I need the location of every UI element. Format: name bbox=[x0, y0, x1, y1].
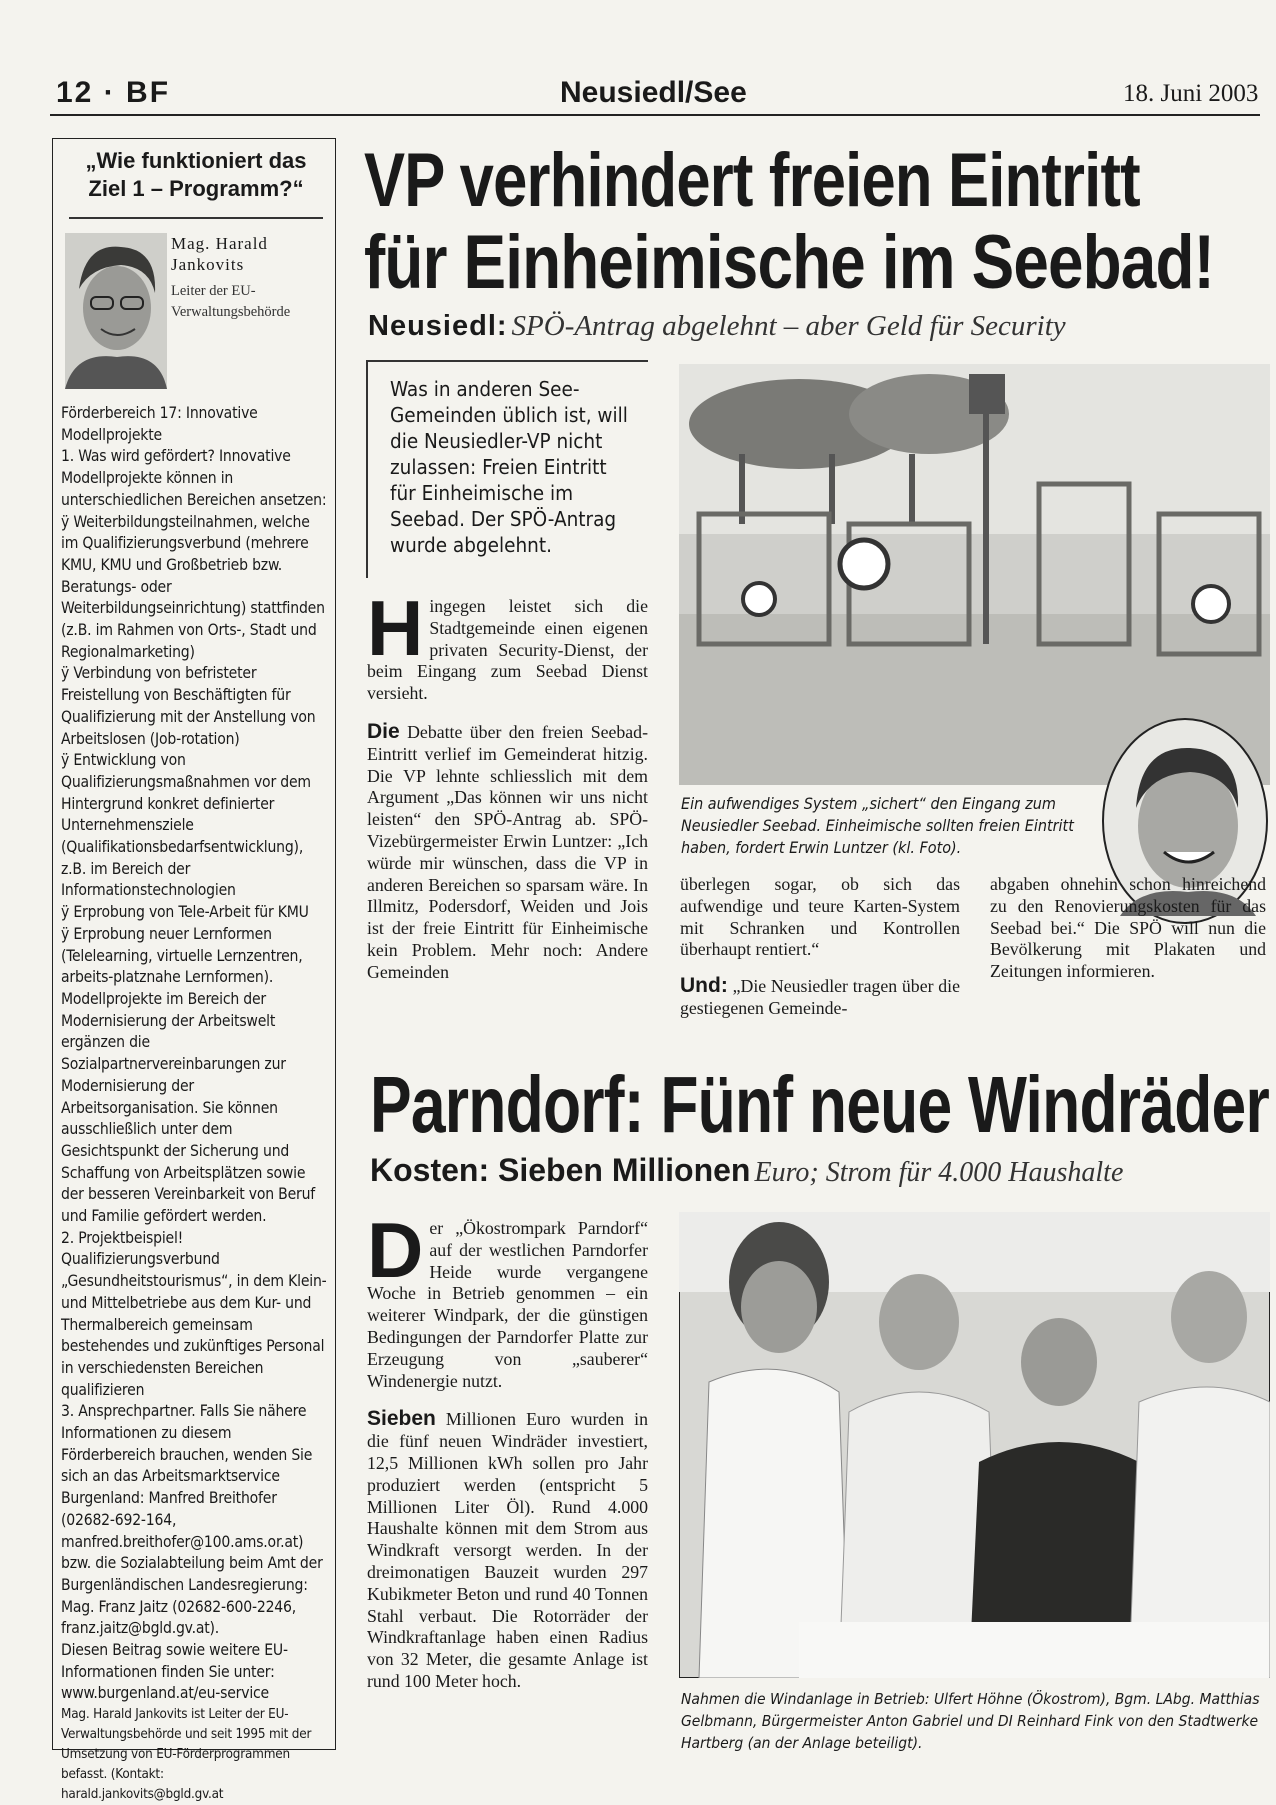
header-rule bbox=[50, 114, 1260, 116]
issue-date: 18. Juni 2003 bbox=[1123, 80, 1259, 107]
article1-sub-text: SPÖ-Antrag abgelehnt – aber Geld für Security bbox=[511, 310, 1066, 342]
article1-keyword: Die bbox=[367, 719, 400, 743]
sidebar-box bbox=[52, 138, 336, 1803]
article2-headline: Parndorf: Fünf neue Windräder bbox=[370, 1060, 1269, 1149]
article1-lead: Was in anderen See-Gemeinden üblich ist, will die Neusiedler-VP nicht zulassen: Freien Eintritt für Einheimische im Seebad. Der SPÖ-Antrag wurde abgelehnt. bbox=[390, 377, 628, 557]
sidebar-paragraph: ÿ Entwicklung von Qualifizierungsmaßnahmen vor dem Hintergrund konkret definierter Unternehmensziele (Qualifikationsbedarfsentwicklung), z.B. im Bereich der Informationstechnologien bbox=[61, 751, 311, 900]
lead-box-border-left bbox=[366, 360, 368, 578]
sidebar-paragraph: 2. Projektbeispiel! Qualifizierungsverbund „Gesundheitstourismus“, in dem Klein- und Mittelbetriebe aus dem Kur- und Thermalbereich gemeinsam bestehendes und zukünftiges Personal in verschiedensten Bereichen qualifizieren bbox=[61, 1228, 327, 1399]
article2-col1: Der „Ökostrompark Parndorf“ auf der westlichen Parndorfer Heide wurde vergangene Woche in Betrieb genommen – ein weiterer Windpark, der die günstigen Bedingungen der Parndorfer Platte zur Erzeugung von „sauberer“ Windenergie nutzt. Sieben Millionen Euro wurden in die fünf neuen Windräder investiert, 12,5 Millionen kWh sollen pro Jahr produziert werden (entspricht 5 Millionen Liter Öl). Rund 4.000 Haushalte können mit dem Strom aus Windkraft versorgt werden. In der dreimonatigen Bauzeit wurden 297 Kubikmeter Beton und rund 40 Tonnen Stahl verbaut. Die Rotorräder der Windkraftanlage haben einen Radius von 32 Meter, die gesamte Anlage ist rund 100 Meter hoch. bbox=[367, 1206, 648, 1691]
article2-subheadline bbox=[370, 1152, 1123, 1189]
article2-photo-caption: Nahmen die Windanlage in Betrieb: Ulfert Höhne (Ökostrom), Bgm. LAbg. Matthias Gelbmann, Bürgermeister Anton Gabriel und DI Reinhard Fink von den Stadtwerke Hartberg (an der Anlage beteiligt). bbox=[681, 1690, 1260, 1752]
sidebar-paragraph: 1. Was wird gefördert? Innovative Modellprojekte können in unterschiedlichen Bereichen ansetzen: bbox=[61, 447, 327, 509]
article1-col1: Hingegen leistet sich die Stadtgemeinde einen eigenen privaten Security-Dienst, der beim Eingang zum Seebad Dienst versieht. Die Debatte über den freien Seebad-Eintritt verlief im Gemeinderat hitzig. Die VP lehnte schliesslich mit dem Argument „Das können wir uns nicht leisten“ den SPÖ-Antrag ab. SPÖ-Vizebürgermeister Erwin Luntzer: „Ich würde mir wünschen, dass die VP in anderen Bereichen so sparsam wäre. In Illmitz, Podersdorf, Weiden und Jois ist der freie Eintritt für Einheimische kein Problem. Mehr noch: Andere Gemeinden bbox=[367, 584, 648, 982]
article1-col3: abgaben ohnehin schon hinreichend zu den Renovierungskosten für das Seebad bei.“ Die SPÖ will nun die Bevölkerung mit Plakaten und Zeitungen informieren. bbox=[990, 874, 1266, 982]
sidebar-footnote: Mag. Harald Jankovits ist Leiter der EU-Verwaltungsbehörde und seit 1995 mit der Umsetzung von EU-Förderprogrammen befasst. (Kontakt: harald.jankovits@bgld.gv.at bbox=[61, 1707, 312, 1803]
sidebar-body bbox=[61, 403, 329, 1805]
article2-dropcap: D bbox=[367, 1206, 424, 1294]
sidebar-paragraph: Modellprojekte im Bereich der Modernisierung der Arbeitswelt ergänzen die Sozialpartnervereinbarungen zur Modernisierung der Arbeitsorganisation. Sie können ausschließlich unter dem Gesichtspunkt der Sicherung und Schaffung von Arbeitsplätzen sowie der besseren Vereinbarkeit von Beruf und Familie gefördert werden. bbox=[61, 989, 316, 1226]
section-title: Neusiedl/See bbox=[560, 76, 747, 109]
sidebar-paragraph: ÿ Verbindung von befristeter Freistellung von Beschäftigten für Qualifizierung mit der Anstellung von Arbeitslosen (Job-rotation) bbox=[61, 664, 316, 748]
article1-subheadline bbox=[368, 310, 1066, 343]
sidebar-title-rule bbox=[69, 217, 323, 219]
author-photo bbox=[65, 233, 167, 389]
article1-photo-caption: Ein aufwendiges System „sichert“ den Eingang zum Neusiedler Seebad. Einheimische sollten freien Eintritt haben, fordert Erwin Luntzer (kl. Foto). bbox=[681, 794, 1074, 857]
sidebar-paragraph: 3. Ansprechpartner. Falls Sie nähere Informationen zu diesem Förderbereich brauchen, wenden Sie sich an das Arbeitsmarktservice Burgenland: Manfred Breithofer (02682-692-164, manfred.breithofer@100.ams.or.at) bzw. die Sozialabteilung beim Amt der Burgenländischen Landesregierung: Mag. Franz Jaitz (02682-600-2246, franz.jaitz@bgld.gv.at). bbox=[61, 1402, 323, 1638]
article1-headline-1: VP verhindert freien Eintritt bbox=[364, 138, 1140, 223]
sidebar-paragraph: Förderbereich 17: Innovative Modellprojekte bbox=[61, 404, 258, 444]
article1-col2: überlegen sogar, ob sich das aufwendige und teure Karten-System mit Schranken und Kontrollen überhaupt rentiert.“ Und: „Die Neusiedler tragen über die gestiegenen Gemeinde- bbox=[680, 874, 960, 1018]
windpark-group-photo bbox=[679, 1212, 1270, 1678]
lead-box-border bbox=[366, 360, 648, 362]
author-name: Mag. Harald Jankovits bbox=[171, 234, 268, 274]
article2-keyword: Sieben bbox=[367, 1407, 436, 1431]
article2-sub-kicker: Kosten: Sieben Millionen bbox=[370, 1152, 751, 1188]
author-role: Leiter der EU- Verwaltungsbehörde bbox=[171, 283, 291, 320]
article1-keyword-2: Und: bbox=[680, 974, 728, 998]
article1-dropcap: H bbox=[367, 584, 424, 672]
sidebar-paragraph: ÿ Erprobung von Tele-Arbeit für KMU bbox=[61, 903, 309, 922]
sidebar-paragraph: Diesen Beitrag sowie weitere EU-Informationen finden Sie unter: www.burgenland.at/eu-service bbox=[61, 1641, 288, 1703]
article1-headline-2: für Einheimische im Seebad! bbox=[364, 220, 1215, 305]
page-number: 12 · BF bbox=[56, 76, 171, 109]
article1-sub-kicker: Neusiedl: bbox=[368, 310, 508, 342]
article2-sub-text: Euro; Strom für 4.000 Haushalte bbox=[754, 1157, 1124, 1188]
sidebar-paragraph: ÿ Weiterbildungsteilnahmen, welche im Qualifizierungsverbund (mehrere KMU, KMU und Großbetrieb bzw. Beratungs- oder Weiterbildungseinrichtung) stattfinden (z.B. im Rahmen von Orts-, Stadt und Regionalmarketing) bbox=[61, 512, 325, 661]
sidebar-title: „Wie funktioniert das Ziel 1 – Programm?“ bbox=[85, 148, 307, 201]
sidebar-paragraph: ÿ Erprobung neuer Lernformen (Telelearning, virtuelle Lernzentren, arbeits-platznahe Lernformen). bbox=[61, 924, 303, 987]
